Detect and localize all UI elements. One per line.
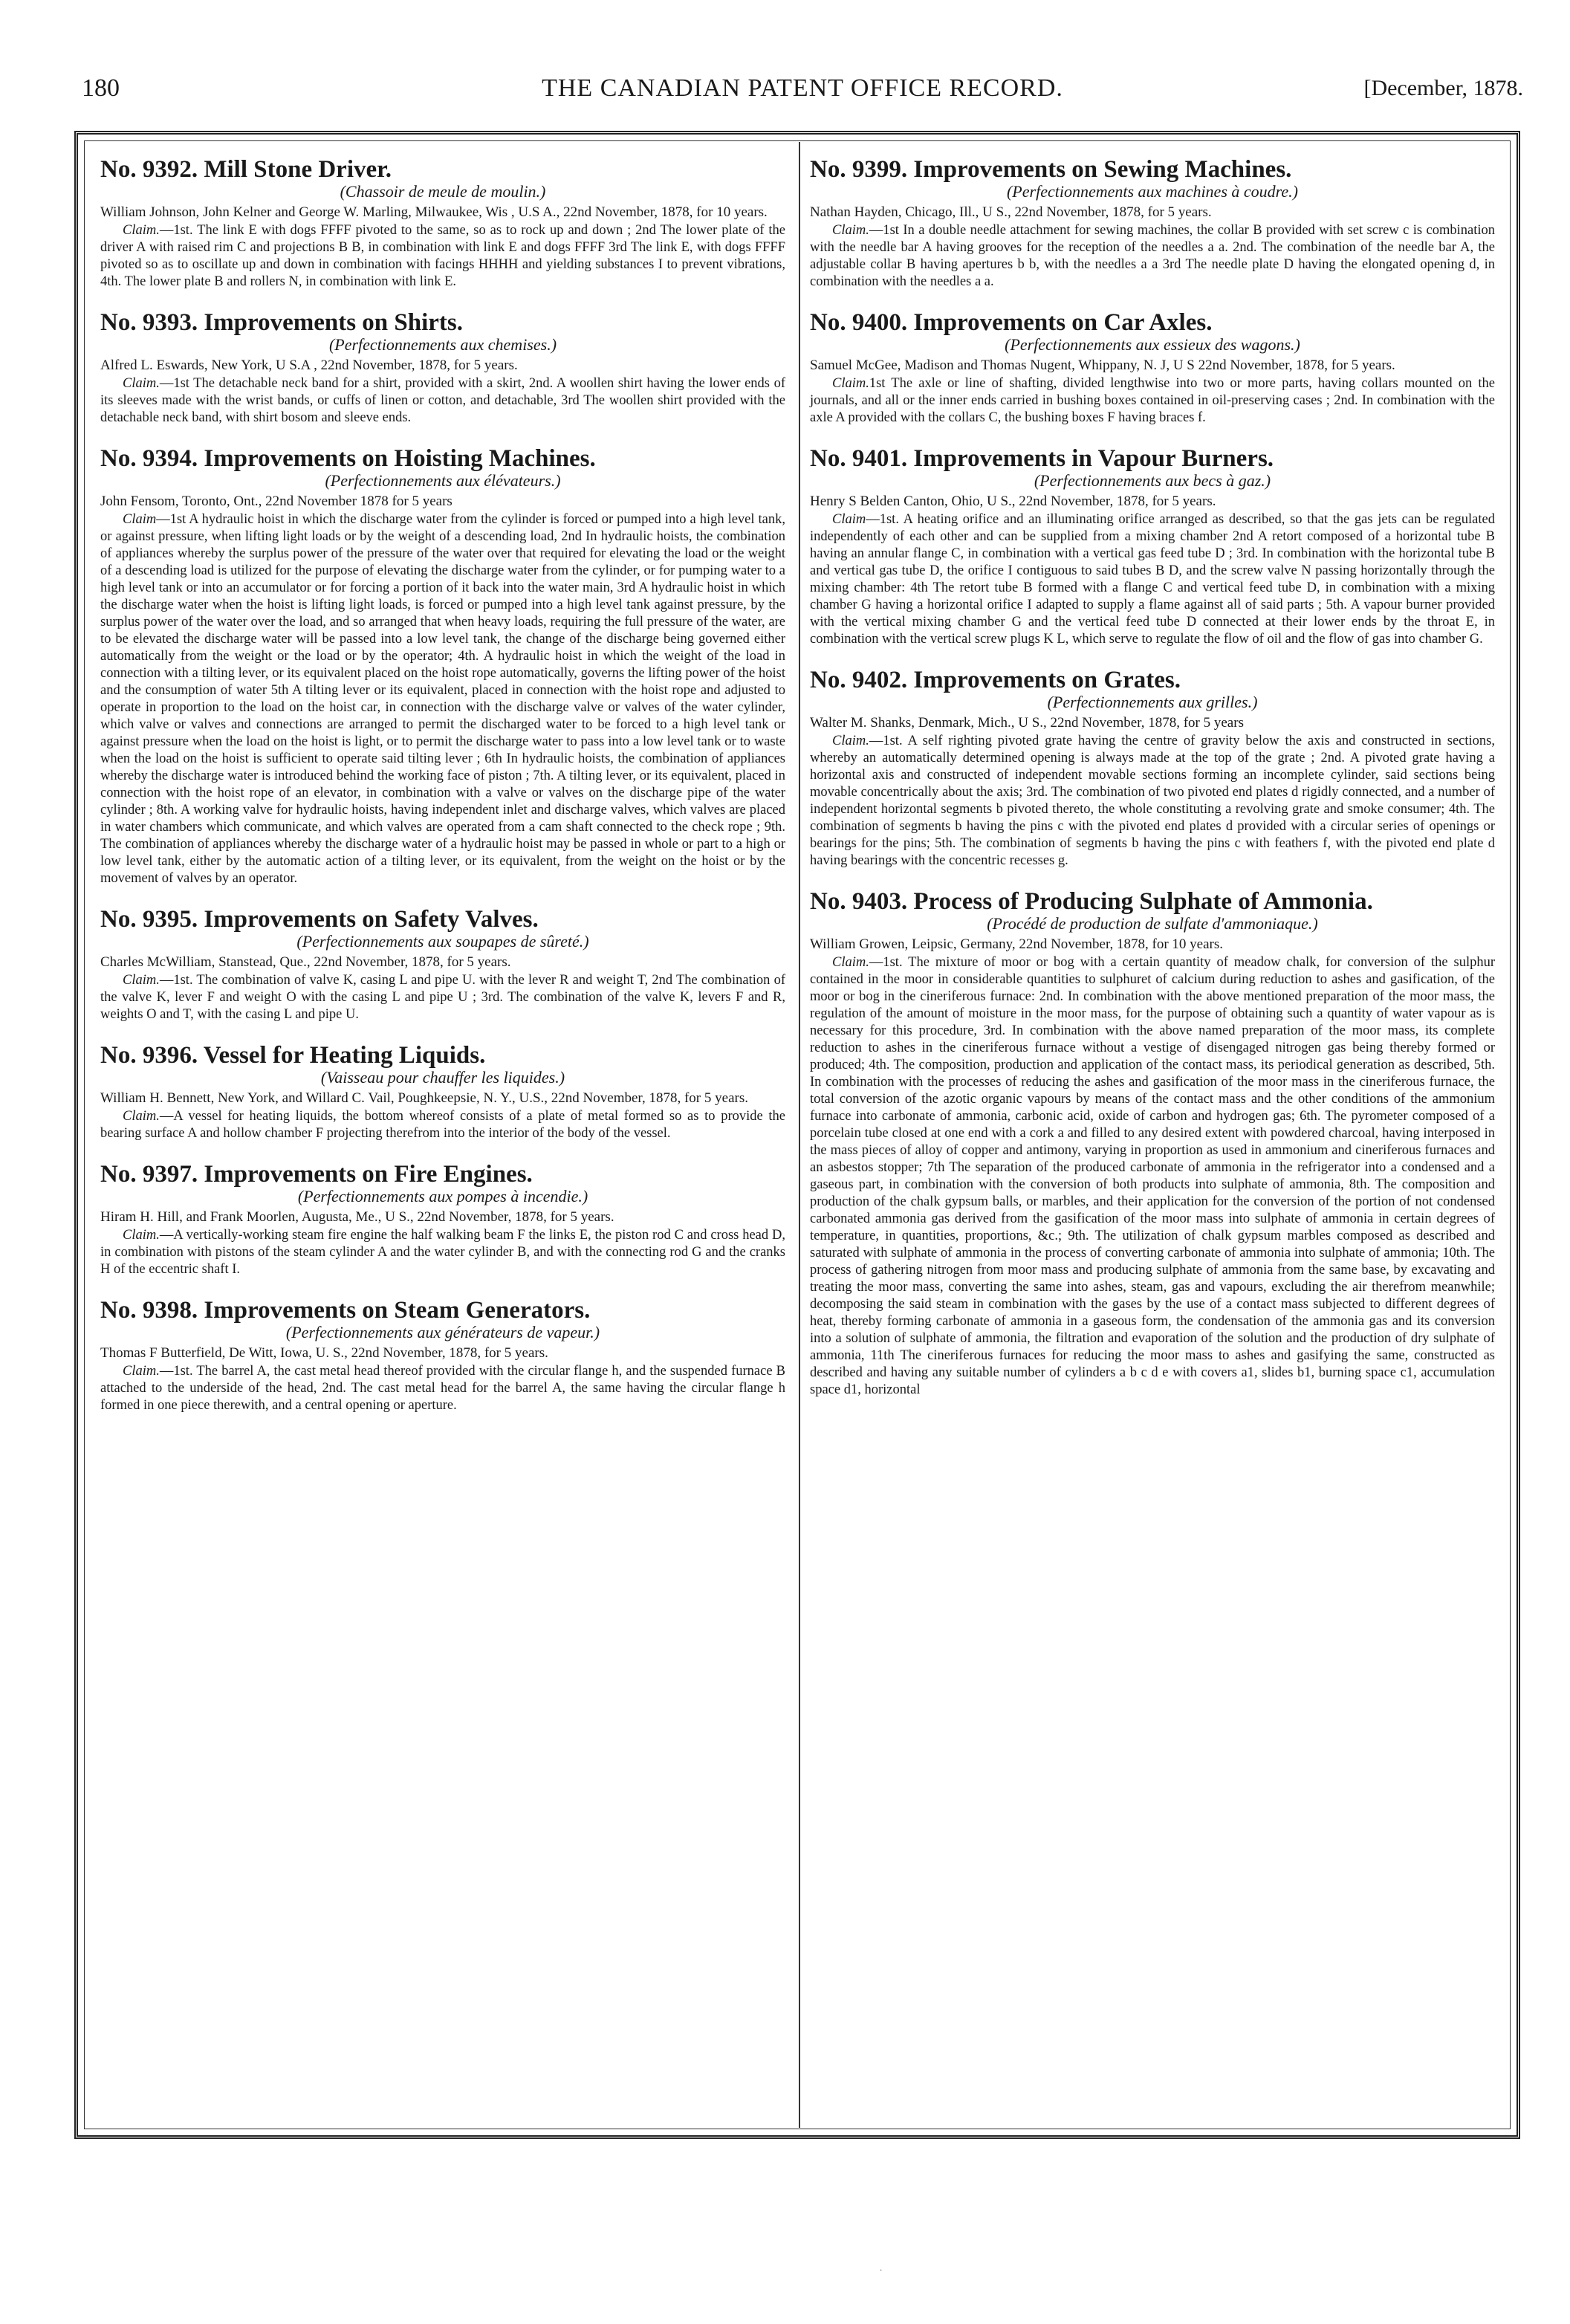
patent-number: No. 9403.	[810, 888, 908, 915]
patent-entry	[810, 667, 1495, 870]
issue-date: [December, 1878.	[1363, 76, 1523, 100]
claim-label: Claim.	[123, 973, 160, 988]
patent-number: No. 9402.	[810, 667, 908, 693]
patent-heading	[810, 310, 1495, 336]
patentee-line: Nathan Hayden, Chicago, Ill., U S., 22nd November, 1878, for 5 years.	[810, 204, 1212, 220]
claim-text	[810, 222, 1495, 291]
column-divider	[799, 142, 800, 2128]
claim-label: Claim	[832, 512, 866, 527]
patent-number: No. 9394.	[100, 445, 198, 472]
claim-text	[100, 511, 785, 887]
french-title: (Perfectionnements aux générateurs de vapeur.)	[285, 1323, 600, 1341]
claim-label: Claim.	[832, 955, 869, 970]
claim-text	[810, 375, 1495, 427]
claim-label: Claim.	[832, 223, 869, 238]
patent-entry	[100, 446, 785, 887]
claim-label: Claim.	[123, 1228, 160, 1243]
patent-number: No. 9396.	[100, 1042, 198, 1069]
claim-body: —A vessel for heating liquids, the bottom whereof consists of a plate of metal formed so as to provide the bearing surface A and hollow chamber F projecting therefrom into the interior of the body of the vessel.	[100, 1109, 785, 1141]
patent-entry	[100, 157, 785, 291]
running-head	[82, 74, 1523, 111]
patent-entry	[810, 446, 1495, 648]
french-title: (Perfectionnements aux soupapes de sûreté.)	[296, 932, 589, 951]
claim-text	[100, 1108, 785, 1142]
patent-entry	[100, 907, 785, 1023]
claim-text	[810, 511, 1495, 648]
claim-text	[810, 733, 1495, 870]
claim-body: —1st The detachable neck band for a shirt, provided with a skirt, 2nd. A woollen shirt having the lower ends of its sleeves made with the wrist bands, or cuffs of linen or cotton, and detachable, 3rd The woollen shirt provided with the detachable neck band, with shirt bosom and sleeve ends.	[100, 376, 785, 425]
patentee-line: Charles McWilliam, Stanstead, Que., 22nd November, 1878, for 5 years.	[100, 954, 511, 970]
patent-heading	[810, 446, 1495, 472]
patent-heading	[100, 446, 785, 472]
patent-heading	[100, 907, 785, 933]
french-title: (Vaisseau pour chauffer les liquides.)	[320, 1068, 565, 1087]
patent-title: Mill Stone Driver.	[204, 156, 392, 183]
patent-title: Vessel for Heating Liquids.	[203, 1042, 486, 1069]
patent-title: Improvements on Steam Generators.	[204, 1297, 591, 1324]
patent-title: Process of Producing Sulphate of Ammonia.	[913, 888, 1373, 915]
patentee-line: Samuel McGee, Madison and Thomas Nugent, Whippany, N. J, U S 22nd November, 1878, for 5 years.	[810, 357, 1395, 373]
patentee-line: John Fensom, Toronto, Ont., 22nd November 1878 for 5 years	[100, 493, 452, 509]
patent-title: Improvements on Car Axles.	[913, 309, 1213, 336]
patent-number: No. 9400.	[810, 309, 908, 336]
page-frame	[74, 131, 1520, 2139]
page-number: 180	[82, 74, 120, 102]
patentee-line: William H. Bennett, New York, and Willard C. Vail, Poughkeepsie, N. Y., U.S., 22nd November, 1878, for 5 years.	[100, 1090, 748, 1106]
claim-body: —1st In a double needle attachment for sewing machines, the collar B provided with set screw c is combination with the needle bar A having grooves for the reception of the needles a a. 2nd. The combination of the needle bar A, the adjustable collar B having apertures b b, with the needles a a 3rd The needle plate D having the elongated opening d, in combination with the needles a a.	[810, 223, 1495, 289]
french-title: (Perfectionnements aux becs à gaz.)	[1034, 471, 1271, 490]
french-title: (Perfectionnements aux pompes à incendie.)	[297, 1187, 588, 1205]
french-title: (Perfectionnements aux chemises.)	[328, 335, 557, 354]
patent-number: No. 9397.	[100, 1161, 198, 1188]
patent-heading	[100, 1162, 785, 1188]
claim-label: Claim	[123, 512, 157, 527]
patent-number: No. 9395.	[100, 906, 198, 933]
patent-entry	[100, 1043, 785, 1142]
patent-heading	[100, 157, 785, 183]
patent-title: Improvements on Sewing Machines.	[913, 156, 1292, 183]
patent-entry	[100, 1298, 785, 1414]
patent-number: No. 9399.	[810, 156, 908, 183]
patent-entry	[100, 1162, 785, 1278]
claim-text	[100, 1363, 785, 1414]
claim-text	[100, 1227, 785, 1278]
french-title: (Perfectionnements aux grilles.)	[1047, 693, 1258, 711]
claim-body: —1st. The combination of valve K, casing L and pipe U. with the lever R and weight T, 2nd The combination of the valve K, lever F and weight O with the casing L and pipe U ; 3rd. The combination of the valve K, levers F and R, weights O and T, with the casing L and pipe U.	[100, 973, 785, 1022]
claim-body: —1st. The barrel A, the cast metal head thereof provided with the circular flange h, and the suspended furnace B attached to the underside of the head, 2nd. The cast metal head for the barrel A, the same having the circular flange h formed in one piece therewith, and a central opening or aperture.	[100, 1364, 785, 1413]
patent-heading	[100, 1043, 785, 1069]
french-title: (Perfectionnements aux élévateurs.)	[325, 471, 561, 490]
patent-title: Improvements in Vapour Burners.	[913, 445, 1274, 472]
patent-entry	[810, 889, 1495, 1399]
claim-text	[100, 972, 785, 1023]
claim-label: Claim.	[832, 734, 869, 748]
claim-body: —1st A hydraulic hoist in which the discharge water from the cylinder is forced or pumped into a high level tank, or against pressure, when lifting light loads or by the weight of a descending load, 2nd In hydraulic hoists, the combination of appliances whereby the surplus power of the pressure of the water over that required for elevating the load or the weight of a descending load is utilized for the purpose of elevating the discharge water from the cylinder, or for pumping water to a high level tank or into an accumulator or for forcing a portion of it back into the water main, 3rd A hydraulic hoist in which the discharge water when the hoist is lifting light loads, is forced or pumped into a high level tank against pressure, by the surplus power of the water over the load, and so arranged that when heavy loads, requiring the full pressure of the water, are to be elevated the discharge water will be passed into a low level tank, the change of the discharge being governed either automatically from the weight or the load or by the operator; 4th. A hydraulic hoist in which the weight of the load in connection with a tilting lever, or its equivalent placed on the hoist rope automatically, governs the lifting power of the hoist and the consumption of water 5th A tilting lever or its equivalent, placed in connection with the hoist rope and adjusted to operate in proportion to the load on the hoist car, in connection with the discharge valve or valves of the water cylinder, which valve or valves and connections are arranged to permit the discharged water to be forced to a high level tank or against pressure when the load on the hoist is light, or to permit the discharge water to pass into a low level tank or to waste when the load on the hoist is sufficient to operate said tilting lever ; 6th In hydraulic hoists, the combination of appliances whereby the discharge water is introduced behind the working face of piston ; 7th. A tilting lever, or its equivalent, placed in connection with the hoist rope of an elevator, in combination with a valve or valves on the discharge pipe of the water cylinder ; 8th. A working valve for hydraulic hoists, having independent inlet and discharge valves, which valves are placed in water chambers which communicate, and which valves are operated from a cam shaft connected to the check rope ; 9th. The combination of appliances whereby the discharge water of a hydraulic hoist may be passed in whole or part to a high or low level tank, either by the automatic action of a tilting lever, or its equivalent, from the weight on the hoist or by the movement of valves by an operator.	[100, 512, 785, 886]
patent-number: No. 9401.	[810, 445, 908, 472]
patent-heading	[100, 1298, 785, 1324]
patentee-line: William Johnson, John Kelner and George W. Marling, Milwaukee, Wis , U.S A., 22nd November, 1878, for 10 years.	[100, 204, 768, 220]
patent-title: Improvements on Fire Engines.	[204, 1161, 533, 1188]
patent-heading	[810, 667, 1495, 693]
patent-title: Improvements on Shirts.	[204, 309, 464, 336]
journal-title: THE CANADIAN PATENT OFFICE RECORD.	[542, 74, 1063, 102]
claim-label: Claim.	[123, 376, 160, 391]
patent-heading	[810, 157, 1495, 183]
patent-number: No. 9393.	[100, 309, 198, 336]
claim-label: Claim.	[123, 1364, 160, 1379]
french-title: (Perfectionnements aux essieux des wagons.)	[1005, 335, 1300, 354]
patentee-line: Walter M. Shanks, Denmark, Mich., U S., 22nd November, 1878, for 5 years	[810, 714, 1244, 731]
patentee-line: Henry S Belden Canton, Ohio, U S., 22nd November, 1878, for 5 years.	[810, 493, 1216, 509]
french-title: (Procédé de production de sulfate d'ammoniaque.)	[987, 914, 1318, 933]
page-mark: ·	[880, 2267, 883, 2275]
patentee-line: Alfred L. Eswards, New York, U S.A , 22nd November, 1878, for 5 years.	[100, 357, 518, 373]
claim-text	[100, 222, 785, 291]
claim-body: —1st. A self righting pivoted grate having the centre of gravity below the axis and constructed in sections, whereby an automatically determined opening is always made at the top of the grate ; 2nd. A pivoted grate having a horizontal axis and constructed of independent movable sections forming an incomplete cylinder, said sections being movable concentrically about the axis; 3rd. The combination of two pivoted end plates d rigidly connected, and a number of independent horizontal segments b pivoted thereto, the whole constituting a revolving grate and smoke consumer; 4th. The combination of segments b having the pins c with the pivoted end plates d provided with a circular series of openings or bearings for the pins; 5th. The combination of segments b having the pins c with feathers f, with the pivoted end plate d having bearings with the concentric recesses g.	[810, 734, 1495, 868]
patent-number: No. 9392.	[100, 156, 198, 183]
patent-number: No. 9398.	[100, 1297, 198, 1324]
french-title: (Chassoir de meule de moulin.)	[340, 182, 546, 201]
patent-entry	[810, 157, 1495, 291]
claim-body: 1st The axle or line of shafting, divided lengthwise into two or more parts, having collars mounted on the journals, and all or the inner ends carried in bushing boxes contained in oil-preserving cases ; 2nd. In combination with the axle A provided with the collars C, the bushing boxes F having braces f.	[810, 376, 1495, 425]
french-title: (Perfectionnements aux machines à coudre.)	[1006, 182, 1298, 201]
patent-title: Improvements on Safety Valves.	[204, 906, 539, 933]
claim-label: Claim.	[123, 1109, 160, 1124]
patent-heading	[100, 310, 785, 336]
patent-title: Improvements on Grates.	[913, 667, 1181, 693]
claim-text	[810, 954, 1495, 1399]
patentee-line: William Growen, Leipsic, Germany, 22nd November, 1878, for 10 years.	[810, 936, 1224, 952]
patent-title: Improvements on Hoisting Machines.	[204, 445, 596, 472]
right-column	[810, 157, 1495, 1418]
claim-body: —A vertically-working steam fire engine the half walking beam F the links E, the piston rod C and cross head D, in combination with pistons of the steam cylinder A and the water cylinder B, and with the connecting rod G and the cranks H of the eccentric shaft I.	[100, 1228, 785, 1277]
patent-entry	[810, 310, 1495, 427]
claim-label: Claim.	[123, 223, 160, 238]
patent-entry	[100, 310, 785, 427]
claim-body: —1st. The mixture of moor or bog with a certain quantity of meadow chalk, for conversion of the sulphur contained in the moor in considerable quantities to sulphuret of calcium during reduction to ashes and gasification, of the moor or bog in the cineriferous furnace: 2nd. In combination with the above mentioned preparation of the moor mass, the regulation of the amount of moisture in the moor mass, for the purpose of obtaining such a quantity of water vapour as is necessary for this procedure, 3rd. In combination with the above named preparation of the moor mass, its complete reduction to ashes in the cineriferous furnace without a vestige of disengaged nitrogen gas being thereby formed or produced; 4th. The composition, production and application of the contact mass, its periodical generation as described, 5th. In combination with the processes of reducing the ashes and gasification of the moor mass in the cineriferous furnace, the total conversion of the azotic organic vapours by means of the contact mass and the other conditions of the ammonium furnace into carbonate of ammonia, carbonic acid, oxide of carbon and hydrogen gas; 6th. The pyrometer composed of a porcelain tube closed at one end with a cork a and filled to any desired extent with powdered charcoal, having interposed in the mass pieces of alloy of copper and antimony, varying in proportion as used in ammonium and cineriferous furnaces and an asbestos stopper; 7th The separation of the produced carbonate of ammonia in the refrigerator into a condensed and a gaseous part, in combination with the conversion of both products into sulphate of ammonia, 8th. The composition and production of the chalk gypsum balls, or marbles, and their application for the conversion of the portion of not condensed carbonated ammonia gas derived from the gasification of the moor mass into sulphate of ammonia in certain degrees of temperature, in quantities, proportions, &c.; 9th. The utilization of chalk gypsum marbles composed as described and saturated with sulphate of ammonia in the process of converting carbonate of ammonia into sulphate of ammonia; 10th. The process of gathering nitrogen from moor mass and producing sulphate of ammonia from the same base, by excavating and treating the moor mass, converting the same into ashes, steam, gas and vapours, excluding the air therefrom meanwhile; decomposing the said steam in combination with the gases by the use of a contact mass subjected to different degrees of heat, thereby forming carbonate of ammonia in a gaseous form, the condensation of the ammonia gas and its conversion into a solution of sulphate of ammonia, the filtration and evaporation of the solution and the production of dry sulphate of ammonia, 11th The cineriferous furnaces for reducing the moor mass to ashes and gasifying the same, constructed as described and having any suitable number of cylinders a b c d e with covers a1, slides b1, burning space c1, accumulation space d1, horizontal	[810, 955, 1495, 1397]
patentee-line: Thomas F Butterfield, De Witt, Iowa, U. S., 22nd November, 1878, for 5 years.	[100, 1344, 548, 1361]
left-column	[100, 157, 785, 1434]
claim-label: Claim.	[832, 376, 869, 391]
patent-heading	[810, 889, 1495, 915]
patentee-line: Hiram H. Hill, and Frank Moorlen, Augusta, Me., U S., 22nd November, 1878, for 5 years.	[100, 1208, 614, 1225]
claim-body: —1st. A heating orifice and an illuminating orifice arranged as described, so that the gas jets can be regulated independently of each other and can be supplied from a mixing chamber 2nd A retort composed of a horizontal tube B having an annular flange C, in combination with a vertical gas feed tube D ; 3rd. In combination with the horizontal tube B and vertical gas tube D, the orifice I contiguous to said tubes B D, and the screw valve N passing horizontally through the mixing chamber: 4th The retort tube B formed with a flange C and vertical feed tube D, in combination with a mixing chamber G having a horizontal orifice I adapted to supply a flame against all of said parts ; 5th. A vapour burner provided with the vertical mixing chamber G and the vertical feed tube D connected at their lower ends by the throat E, in combination with the vertical screw plugs K L, which serve to regulate the flow of oil and the flow of gas into chamber G.	[810, 512, 1495, 647]
claim-body: —1st. The link E with dogs FFFF pivoted to the same, so as to rock up and down ; 2nd The lower plate of the driver A with raised rim C and projections B B, in combination with link E and dogs FFFF 3rd The link E, with dogs FFFF pivoted so as to oscillate up and down in combination with facings HHHH and yielding substances I to prevent vibrations, 4th. The lower plate B and rollers N, in combination with link E.	[100, 223, 785, 289]
claim-text	[100, 375, 785, 427]
